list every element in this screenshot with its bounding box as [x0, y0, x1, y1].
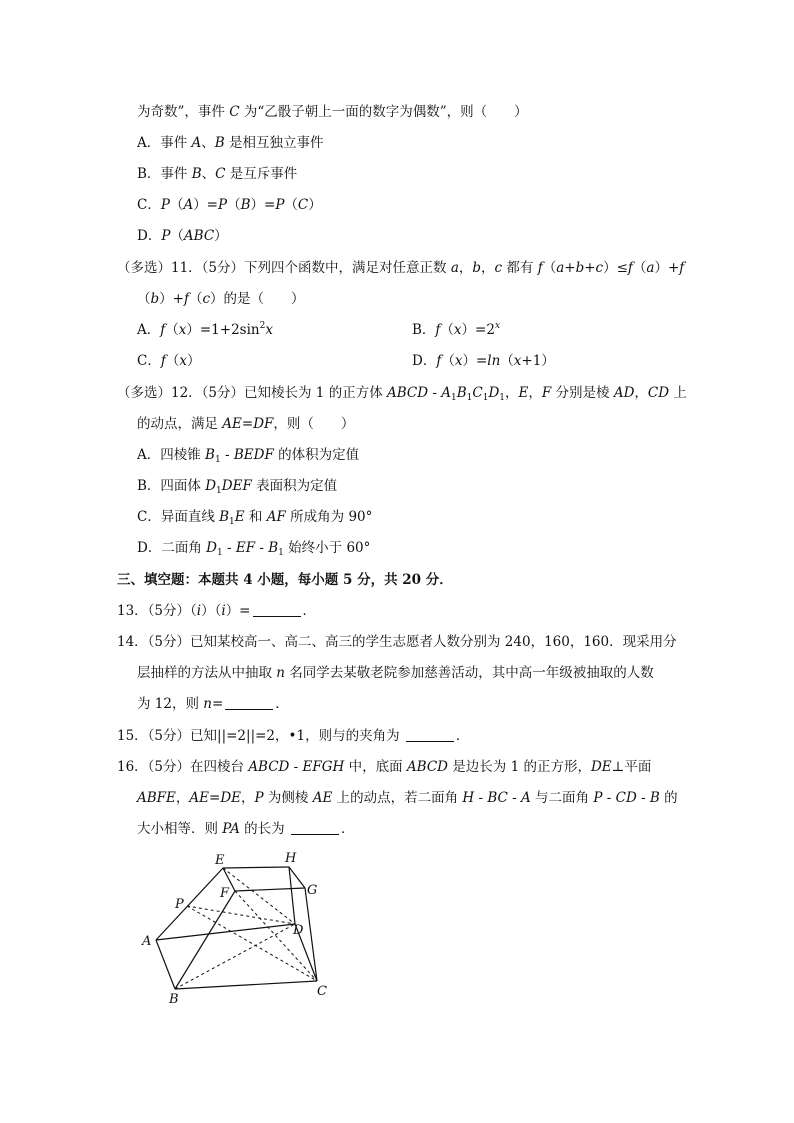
- q16-line2: ABFE，AE=DE，P 为侧棱 AE 上的动点，若二面角 H - BC - A 与二面角 P - CD - B 的: [137, 790, 678, 806]
- q10-continuation: 为奇数”，事件 C 为“乙骰子朝上一面的数字为偶数”，则（ ）: [137, 104, 528, 120]
- q10-option-c[interactable]: C．P（A）=P（B）=P（C）: [137, 197, 322, 213]
- q11-option-a[interactable]: A．$f(x)=1+2\sin^2x$: [137, 321, 273, 338]
- q15: 15．（5分）已知||=2||=2，•1，则与的夹角为 ．: [117, 728, 470, 744]
- label-b: B: [169, 992, 179, 1007]
- q11-option-b[interactable]: B．$f(x)=2^x$: [412, 321, 501, 338]
- q12-option-b[interactable]: B．四面体 $D_1DEF$ 表面积为定值: [137, 478, 338, 496]
- q16-answer-blank[interactable]: [291, 820, 339, 835]
- q11-option-c[interactable]: C．f（x）: [137, 353, 201, 369]
- q13-answer-blank[interactable]: [253, 602, 301, 617]
- q14-answer-blank[interactable]: [225, 695, 273, 710]
- label-c: C: [317, 984, 327, 999]
- frustum-figure: [135, 848, 335, 1008]
- q14-line1: 14．（5分）已知某校高一、高二、高三的学生志愿者人数分别为 240，160，160．现采用分: [117, 634, 677, 650]
- q16-line3: 大小相等．则 PA 的长为 ．: [137, 821, 355, 837]
- q10-option-d[interactable]: D．P（ABC）: [137, 228, 228, 244]
- q12-option-d[interactable]: D．二面角 $D_1$ - EF - $B_1$ 始终小于 60°: [137, 540, 371, 558]
- label-f: F: [220, 886, 230, 901]
- label-h: H: [285, 851, 297, 866]
- label-g: G: [307, 883, 318, 898]
- q11-option-d[interactable]: D．f（x）=ln（x+1）: [412, 353, 555, 369]
- label-a: A: [142, 934, 152, 949]
- q15-answer-blank[interactable]: [406, 727, 454, 742]
- q12-stem-line1: （多选）12．（5分）已知棱长为 1 的正方体 ABCD - $A_1B_1C_1D_1$，E，F 分别是棱 AD，CD 上: [117, 385, 687, 403]
- label-d: D: [293, 923, 304, 938]
- q13: 13．（5分）（i）（i）= ．: [117, 603, 316, 619]
- q12-option-a[interactable]: A．四棱锥 $B_1$ - BEDF 的体积为定值: [137, 447, 360, 465]
- q16-line1: 16．（5分）在四棱台 ABCD - EFGH 中，底面 ABCD 是边长为 1 的正方形，DE⊥平面: [117, 759, 652, 775]
- q11-stem-line1: （多选）11．（5分）下列四个函数中，满足对任意正数 a，b，c 都有 f（a+b+c）≤f（a）+f: [117, 260, 685, 276]
- q12-stem-line2: 的动点，满足 AE=DF，则（ ）: [137, 416, 355, 432]
- q12-option-c[interactable]: C．异面直线 $B_1E$ 和 AF 所成角为 90°: [137, 509, 373, 527]
- q11-stem-line2: （b）+f（c）的是（ ）: [137, 291, 305, 307]
- q14-line2: 层抽样的方法从中抽取 n 名同学去某敬老院参加慈善活动，其中高一年级被抽取的人数: [137, 665, 654, 681]
- label-p: P: [175, 897, 184, 912]
- section-heading-fill-in: 三、填空题：本题共 4 小题，每小题 5 分，共 20 分．: [117, 572, 453, 588]
- label-e: E: [215, 853, 225, 868]
- q10-option-b[interactable]: B．事件 B、C 是互斥事件: [137, 166, 298, 182]
- q10-option-a[interactable]: A．事件 A、B 是相互独立事件: [137, 135, 324, 151]
- q14-line3: 为 12，则 n= ．: [137, 696, 289, 712]
